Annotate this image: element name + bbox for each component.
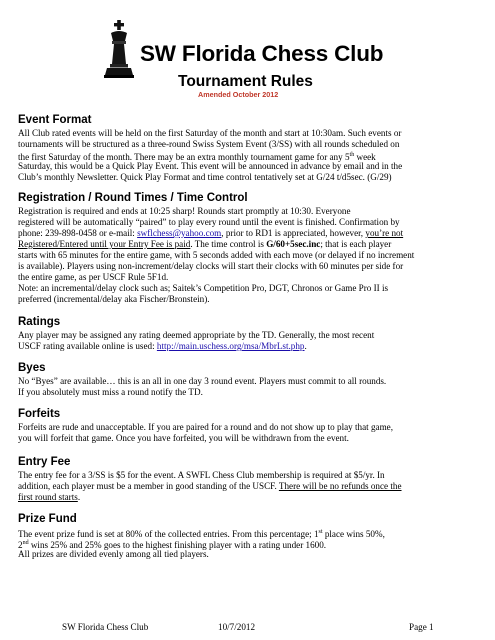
- footer-page: Page 1: [409, 622, 434, 632]
- entry-fee-line: addition, each player must be a member in good standing of the USCF. There will be no refunds once the: [18, 481, 402, 491]
- page-title: SW Florida Chess Club: [140, 41, 384, 66]
- prize-fund-line: The event prize fund is set at 80% of the collected entries. From this percentage; 1st place wins 50%,: [18, 529, 385, 540]
- ratings-line: USCF rating available online is used: http://main.uschess.org/msa/MbrLst.php.: [18, 341, 307, 351]
- event-format-line: the first Saturday of the month. There may be an extra monthly tournament game for any 5th week: [18, 152, 376, 163]
- registration-line: Registered/Entered until your Entry Fee is paid. The time control is G/60+5sec.inc; that is each player: [18, 239, 392, 249]
- byes-heading: Byes: [18, 362, 46, 374]
- ratings-line: Any player may be assigned any rating deemed appropriate by the TD. Generally, the most recent: [18, 330, 375, 340]
- registration-heading: Registration / Round Times / Time Control: [18, 192, 248, 204]
- entry-fee-line: first round starts.: [18, 492, 81, 502]
- registration-line: Registration is required and ends at 10:25 sharp! Rounds start promptly at 10:30. Everyone: [18, 206, 351, 216]
- forfeits-line: Forfeits are rude and unacceptable. If you are paired for a round and do not show up to play that game,: [18, 422, 394, 432]
- event-format-heading: Event Format: [18, 114, 92, 126]
- event-format-line: Club’s monthly Newsletter. Quick Play Format and time control tentatively set at G/24 t/d5sec. (G/29): [18, 172, 392, 182]
- forfeits-heading: Forfeits: [18, 408, 61, 420]
- registration-line: preferred (incremental/delay aka Fischer/Bronstein).: [18, 294, 210, 304]
- registration-line: registered will be automatically “paired” to play every round until the event is finished. Confirmation by: [18, 217, 400, 227]
- registration-line: phone: 239-898-0458 or e-mail: swflchess@yahoo.com, prior to RD1 is appreciated, however, you’re not: [18, 228, 404, 238]
- byes-line: If you absolutely must miss a round notify the TD.: [18, 387, 203, 397]
- event-format-line: Saturday, this would be a Quick Play Event. This event will be announced in advance by email and in the: [18, 161, 403, 171]
- uscf-link[interactable]: http://main.uschess.org/msa/MbrLst.php: [156, 341, 305, 351]
- byes-line: No “Byes” are available… this is an all in one day 3 round event. Players must commit to all rounds.: [18, 376, 387, 386]
- prize-fund-heading: Prize Fund: [18, 513, 77, 525]
- entry-fee-line: The entry fee for a 3/SS is $5 for the event. A SWFL Chess Club membership is required at $5/yr. In: [18, 470, 385, 480]
- registration-line: the entire game, as per USCF Rule 5F1d.: [18, 272, 169, 282]
- ratings-heading: Ratings: [18, 316, 61, 328]
- chess-king-icon: [102, 20, 136, 78]
- entry-fee-heading: Entry Fee: [18, 456, 71, 468]
- event-format-line: tournaments will be structured as a three-round Swiss System Event (3/SS) with all rounds scheduled on: [18, 139, 400, 149]
- footer-date: 10/7/2012: [218, 622, 256, 632]
- event-format-line: All Club rated events will be held on the first Saturday of the month and start at 10:30am. Such events or: [18, 128, 402, 138]
- email-link[interactable]: swflchess@yahoo.com: [137, 228, 222, 238]
- amended-date: Amended October 2012: [198, 90, 279, 99]
- prize-fund-line: 2nd wins 25% and 25% goes to the highest finishing player with a rating under 1600.: [18, 540, 327, 551]
- prize-fund-line: All prizes are divided evenly among all tied players.: [18, 549, 209, 559]
- page-subtitle: Tournament Rules: [178, 73, 313, 90]
- footer-club: SW Florida Chess Club: [62, 622, 149, 632]
- registration-line: starts with 65 minutes for the entire game, with 5 seconds added with each move (or delayed if no increment: [18, 250, 415, 260]
- forfeits-line: you will forfeit that game. Once you have forfeited, you will be withdrawn from the event.: [18, 433, 349, 443]
- registration-line: Note: an incremental/delay clock such as; Saitek’s Competition Pro, DGT, Chronos or Game Pro II is: [18, 283, 389, 293]
- registration-line: is available). Players using non-increment/delay clocks will start their clocks with 60 minutes per side for: [18, 261, 404, 271]
